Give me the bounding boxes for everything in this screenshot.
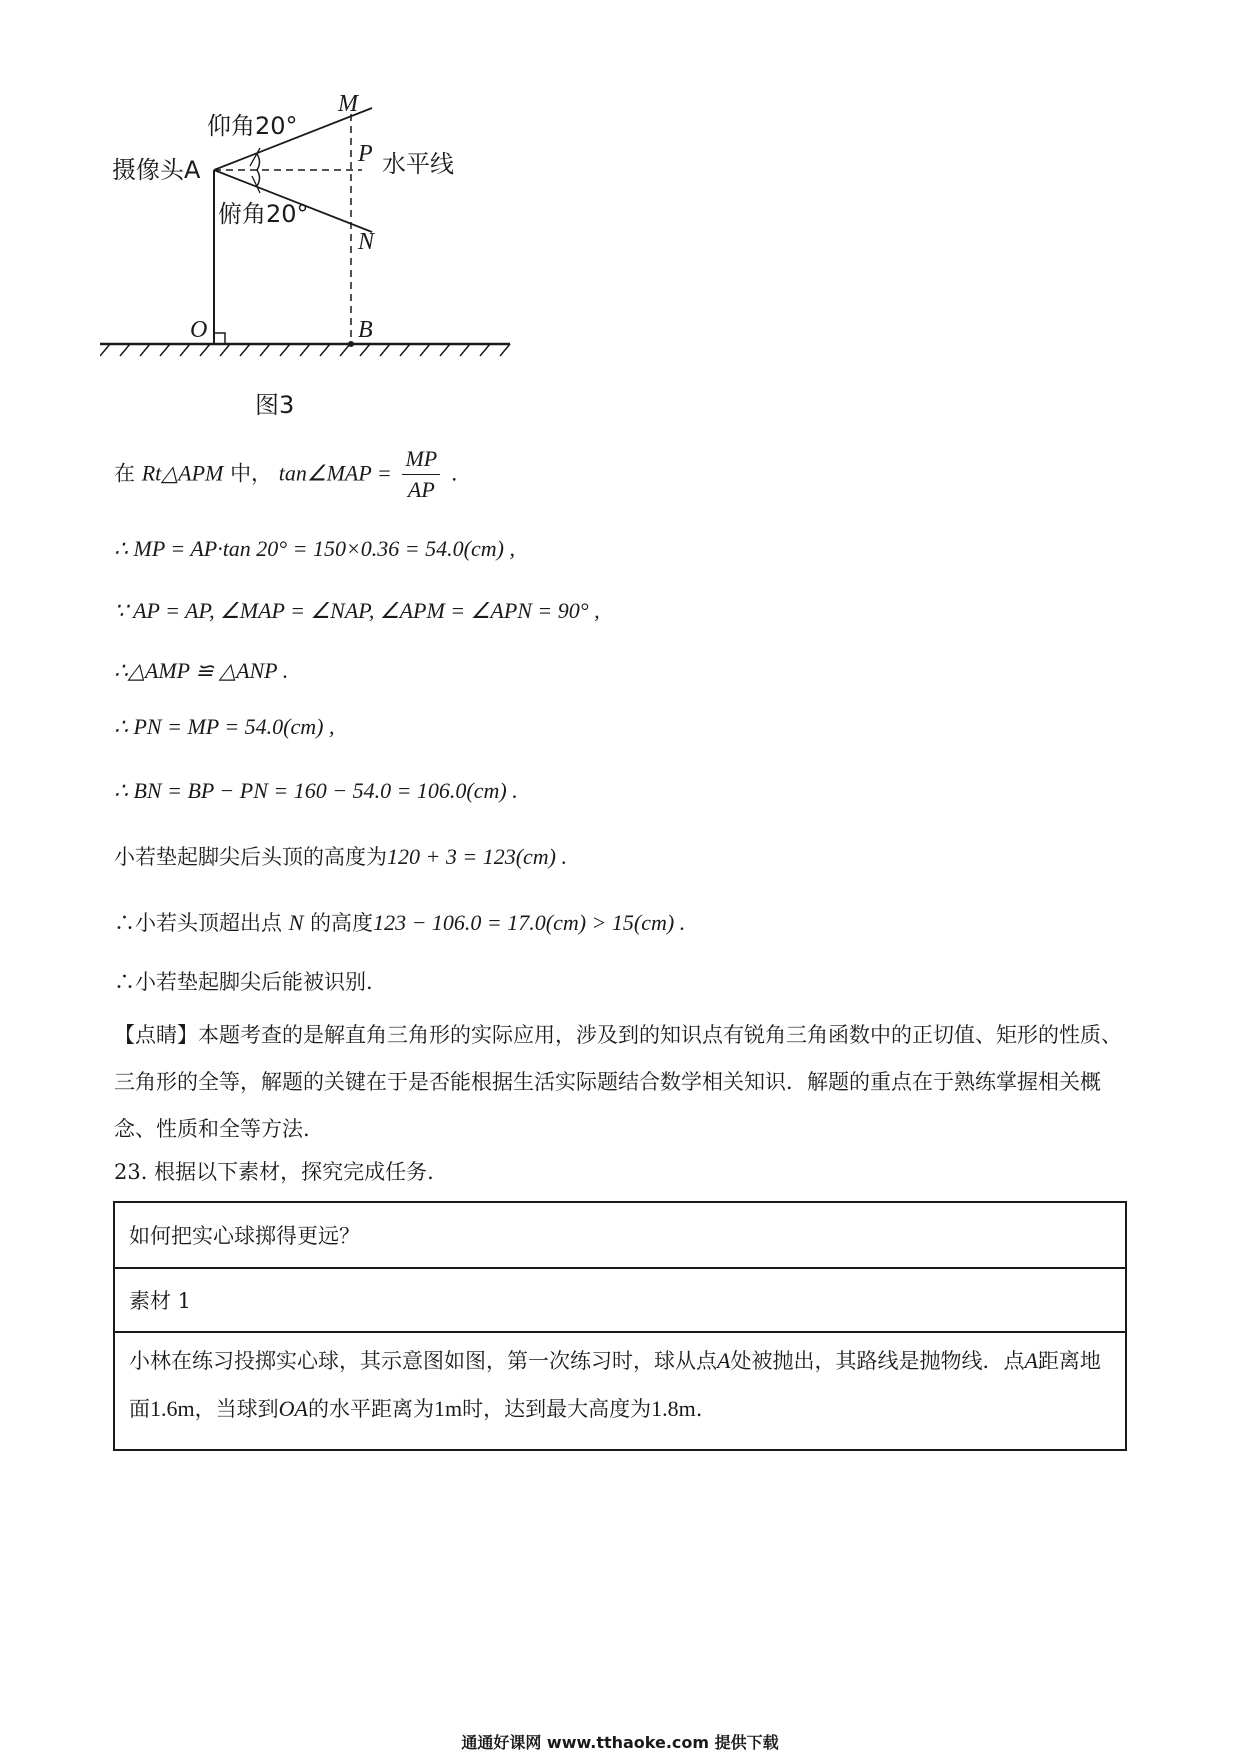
row3-value-1: 1.6m [150,1396,195,1421]
solution-line-8 [114,910,685,936]
solution-line-2: ∴ MP = AP·tan 20° = 150×0.36 = 54.0(cm) , [114,536,515,561]
line8-text: ∴小若头顶超出点 [114,911,282,935]
row2-text: 素材 1 [129,1289,192,1313]
line8-point-N: N [288,910,304,935]
row3-value-3: 1.8m [651,1396,696,1421]
line1-end: . [450,461,458,486]
fraction-numerator: MP [402,446,440,475]
point-P-label: P [358,141,373,167]
right-angle-mark [214,333,225,344]
line7-text: 小若垫起脚尖后头顶的高度为 [114,845,387,869]
line1-triangle: Rt△APM [141,460,224,486]
row3-part-c: 距离地面 [129,1349,1101,1421]
camera-label: 摄像头A [112,156,201,184]
solution-line-1 [114,446,458,504]
line1-mid: 中， [230,461,273,486]
table-row-material-title [115,1269,1125,1333]
row3-part-a: 小林在练习投掷实心球，其示意图如图，第一次练习时，球从点 [129,1349,717,1373]
line8-math: 123 − 106.0 = 17.0(cm) > 15(cm) . [373,910,686,935]
row3-part-f: 时，达到最大高度为 [462,1397,652,1421]
row3-point-A: A [717,1348,731,1373]
row3-part-g: . [695,1397,703,1421]
elevation-label: 仰角20° [207,112,298,140]
ground-hatching [100,344,510,356]
point-M-label: M [338,91,358,117]
row3-part-e: 的水平距离为 [307,1397,434,1421]
horizontal-label: 水平线 [382,150,454,178]
row1-text: 如何把实心球掷得更远？ [129,1224,360,1248]
line7-math: 120 + 3 = 123(cm) . [387,844,567,869]
line8-text2: 的高度 [310,911,374,935]
comment-paragraph: 【点睛】本题考查的是解直角三角形的实际应用，涉及到的知识点有锐角三角函数中的正切值、矩形的性质、三角形的全等，解题的关键在于是否能根据生活实际题结合数学相关知识．解题的重点在于熟练掌握相关概念、性质和全等方法. [114,1023,1122,1141]
solution-line-3: ∵ AP = AP, ∠MAP = ∠NAP, ∠APM = ∠APN = 90° , [114,598,600,623]
row3-part-d: ，当球到 [194,1397,279,1421]
depression-arc [257,170,260,186]
material-table [113,1201,1127,1451]
depression-label: 俯角20° [218,200,309,228]
figure-3-diagram [100,90,520,420]
page-footer: 通通好课网 www.tthaoke.com 提供下载 [461,1733,779,1752]
table-row-material-content [115,1333,1125,1449]
solution-line-7 [114,844,567,870]
solution-line-4: ∴△AMP ≌ △ANP . [114,658,289,683]
row3-point-A2: A [1024,1348,1038,1373]
question-intro: 23. 根据以下素材，探究完成任务. [114,1160,434,1184]
row3-text [129,1337,1111,1433]
line1-tan: tan∠MAP = [278,460,392,486]
point-B-label: B [358,317,373,343]
figure-caption: 图3 [255,391,295,419]
line1-pre: 在 [114,461,135,486]
row3-segment-OA: OA [278,1396,308,1421]
row3-part-b: 处被抛出，其路线是抛物线．点 [730,1349,1025,1373]
point-N-label: N [358,229,375,255]
table-row-question [115,1203,1125,1269]
row3-value-2: 1m [433,1396,463,1421]
point-O-label: O [190,317,208,343]
fraction-MP-AP [402,446,440,504]
fraction-denominator: AP [407,477,435,503]
elevation-arc [257,154,260,170]
figure-3 [100,90,520,420]
solution-line-6: ∴ BN = BP − PN = 160 − 54.0 = 106.0(cm) . [114,778,518,803]
solution-line-5: ∴ PN = MP = 54.0(cm) , [114,714,335,739]
solution-line-9: ∴小若垫起脚尖后能被识别. [114,970,373,994]
point-B-dot [348,341,354,347]
